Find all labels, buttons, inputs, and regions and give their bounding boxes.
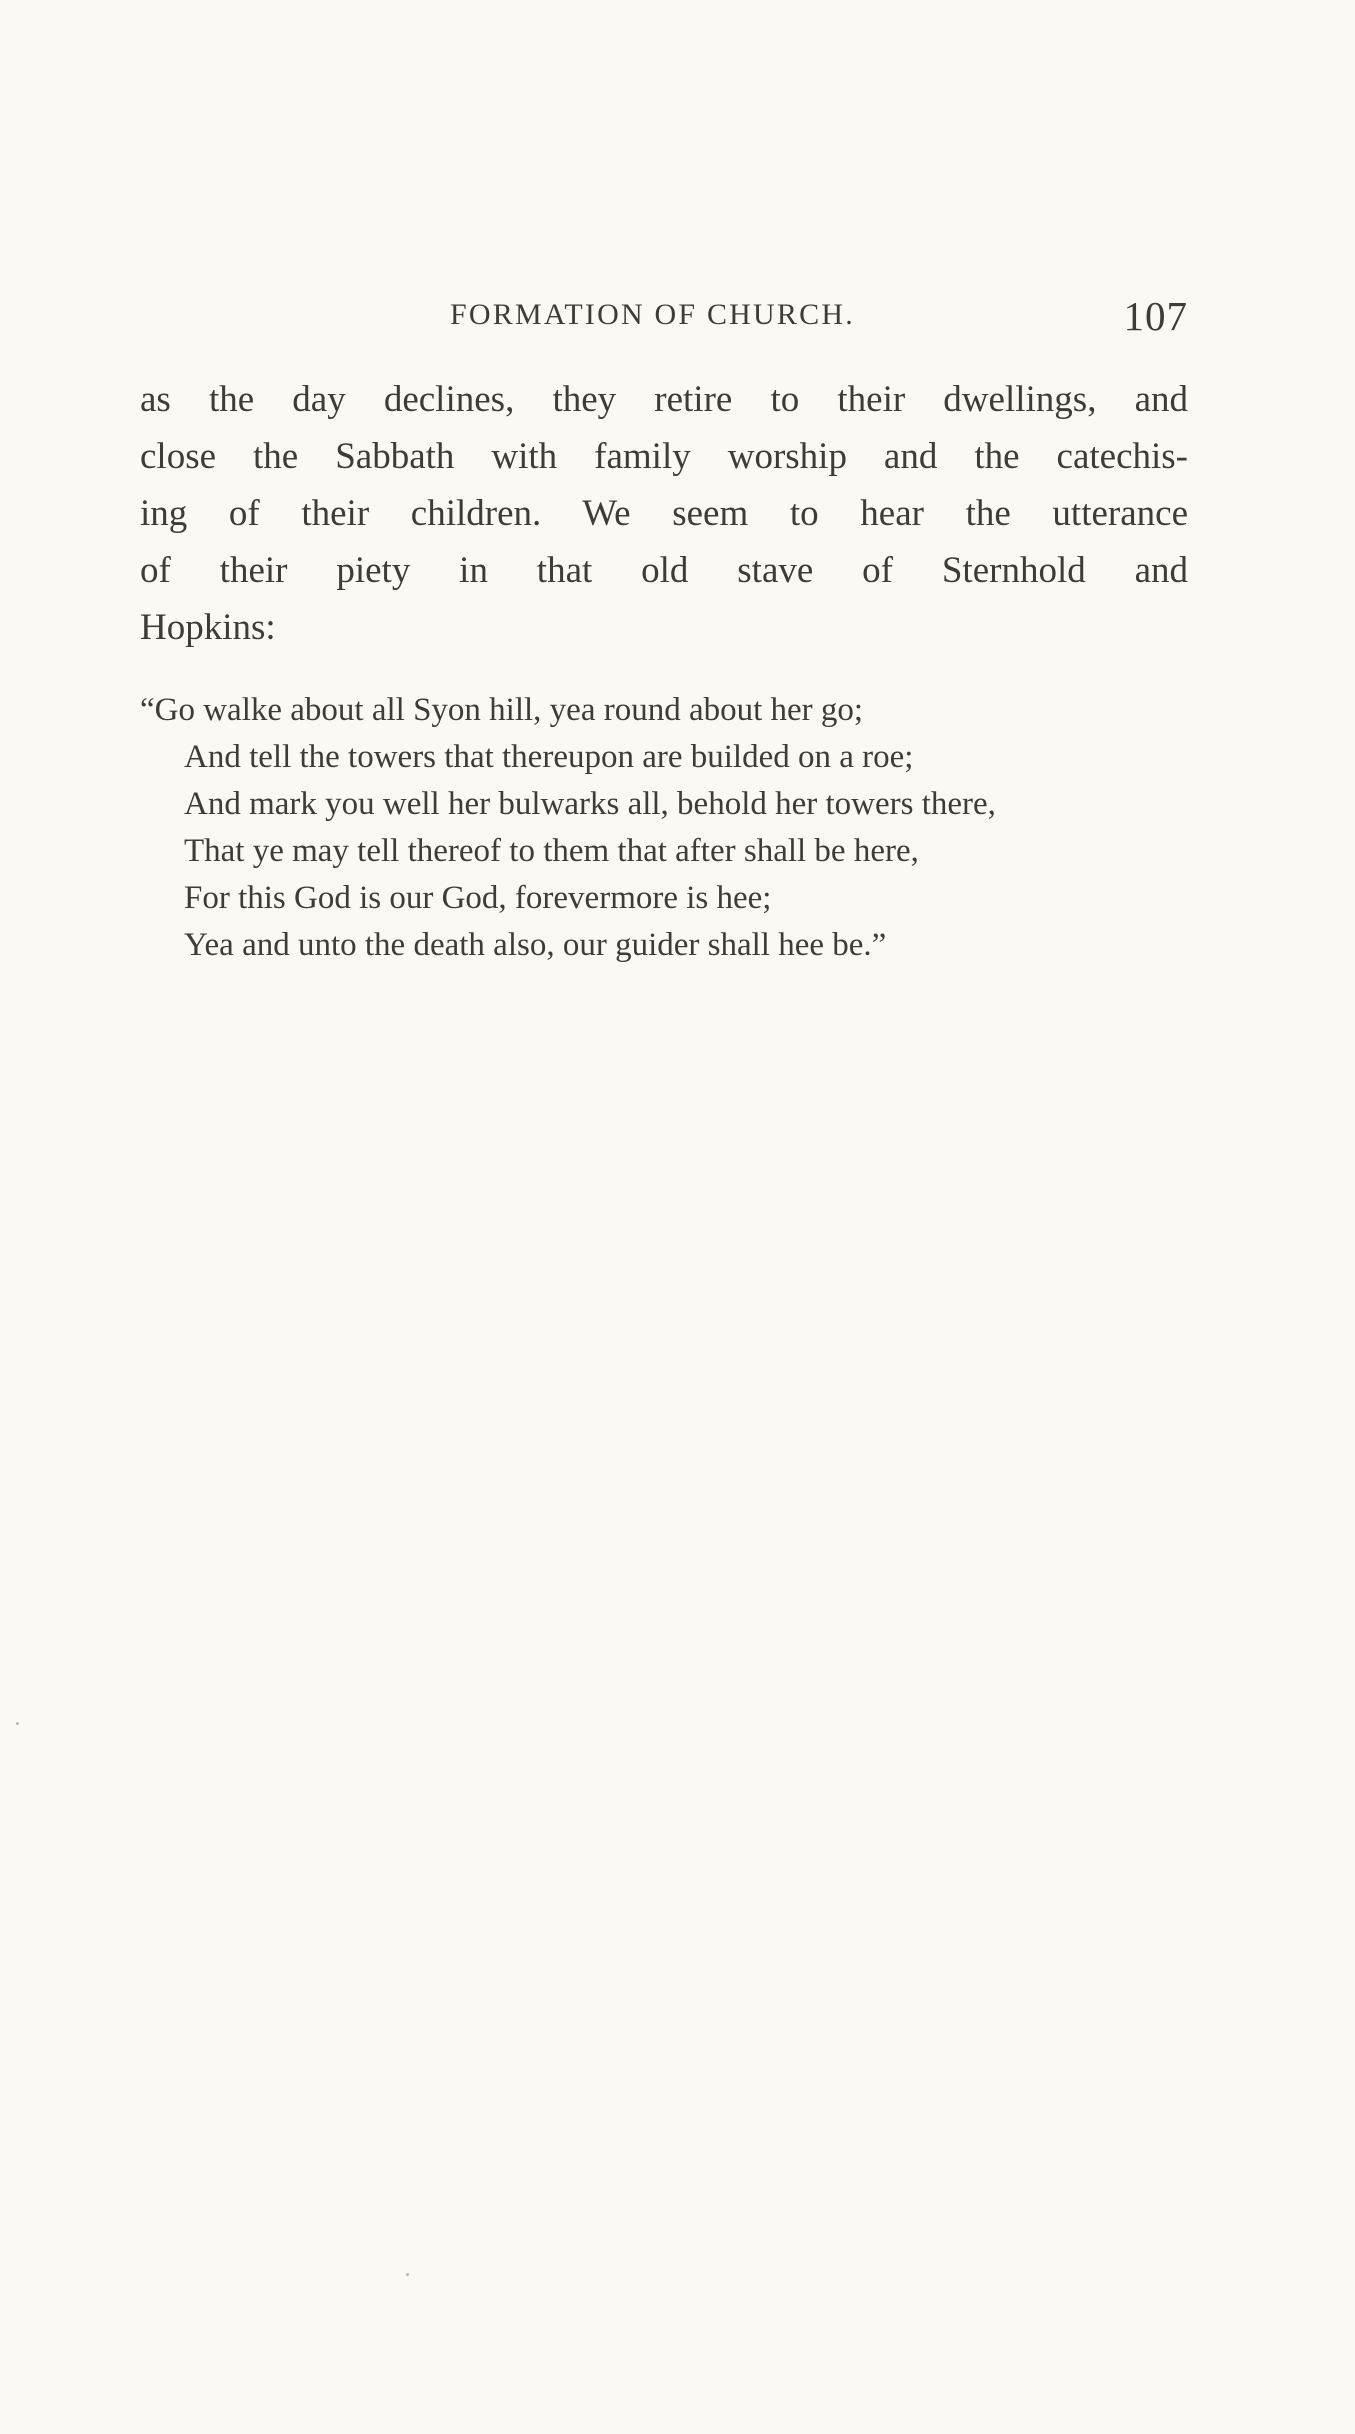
paper-speck — [16, 1722, 19, 1725]
verse-quotation — [140, 687, 1188, 969]
verse-line: That ye may tell thereof to them that after shall be here, — [184, 833, 919, 869]
verse-line: For this God is our God, forevermore is hee; — [184, 880, 772, 916]
verse-line: And tell the towers that thereupon are builded on a roe; — [184, 739, 914, 775]
paper-speck — [406, 2273, 409, 2276]
body-line: close the Sabbath with family worship and the catechis- — [140, 436, 1188, 477]
body-line: Hopkins: — [140, 607, 276, 648]
running-head — [140, 293, 1188, 346]
verse-line: And mark you well her bulwarks all, behold her towers there, — [184, 786, 996, 822]
body-paragraph — [140, 371, 1188, 656]
verse-line: Yea and unto the death also, our guider shall hee be.” — [184, 927, 887, 963]
body-line: of their piety in that old stave of Sternhold and — [140, 550, 1188, 591]
body-line: as the day declines, they retire to their dwellings, and — [140, 379, 1188, 420]
running-title: FORMATION OF CHURCH. — [450, 298, 855, 331]
page-number: 107 — [1123, 293, 1188, 339]
body-line: ing of their children. We seem to hear the utterance — [140, 493, 1188, 534]
verse-line: “Go walke about all Syon hill, yea round about her go; — [140, 692, 864, 728]
